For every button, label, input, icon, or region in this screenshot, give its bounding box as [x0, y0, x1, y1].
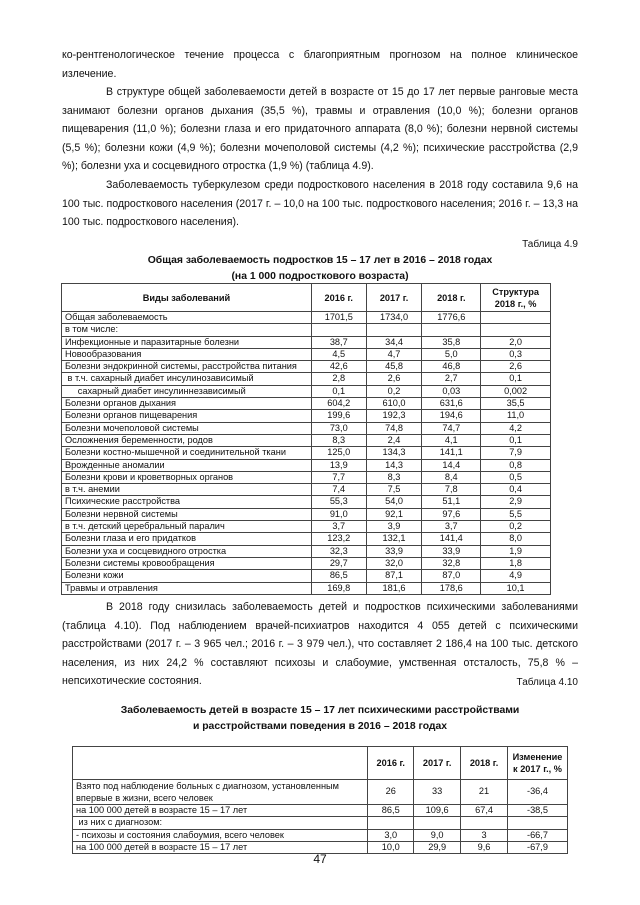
table-header-row	[73, 747, 568, 780]
table-row	[62, 434, 551, 446]
cell-value: 7,7	[311, 471, 366, 483]
table-4-9-title: Общая заболеваемость подростков 15 – 17 лет в 2016 – 2018 годах (на 1 000 подросткового возраста)	[147, 255, 493, 282]
cell-value: 1701,5	[311, 312, 366, 324]
cell-value: 10,0	[368, 841, 414, 853]
header-structure: Структура 2018 г., %	[481, 284, 551, 312]
cell-value: 141,1	[422, 447, 481, 459]
header-2018: 2018 г.	[422, 284, 481, 312]
cell-value: 4,2	[481, 422, 551, 434]
cell-value: 2,6	[481, 361, 551, 373]
row-label: Взято под наблюдение больных с диагнозом, установленным впервые в жизни, всего человек	[73, 780, 368, 805]
cell-value: 33	[414, 780, 461, 805]
table-row	[62, 570, 551, 582]
cell-value: 35,5	[481, 398, 551, 410]
cell-value: 3	[461, 829, 508, 841]
cell-value: 54,0	[366, 496, 422, 508]
row-label: в том числе:	[62, 324, 312, 336]
cell-value: 35,8	[422, 336, 481, 348]
cell-value: 5,5	[481, 508, 551, 520]
table-row	[62, 521, 551, 533]
table-row	[62, 324, 551, 336]
header-indicator	[73, 747, 368, 780]
cell-value: 169,8	[311, 582, 366, 594]
table-row	[73, 805, 568, 817]
cell-value: 7,5	[366, 484, 422, 496]
cell-value: 45,8	[366, 361, 422, 373]
row-label: в т.ч. детский церебральный паралич	[62, 521, 312, 533]
table-4-9	[61, 283, 551, 595]
cell-value: 5,0	[422, 348, 481, 360]
header-2016: 2016 г.	[368, 747, 414, 780]
cell-value: 32,0	[366, 557, 422, 569]
cell-value: 0,4	[481, 484, 551, 496]
cell-value: 2,4	[366, 434, 422, 446]
cell-value: 86,5	[311, 570, 366, 582]
row-label: на 100 000 детей в возрасте 15 – 17 лет	[73, 805, 368, 817]
header-change: Изменение к 2017 г., %	[507, 747, 567, 780]
table-4-10-label: Таблица 4.10	[516, 677, 578, 688]
cell-value	[311, 324, 366, 336]
cell-value: 86,5	[368, 805, 414, 817]
cell-value	[481, 324, 551, 336]
cell-value: 4,5	[311, 348, 366, 360]
cell-value: 8,3	[366, 471, 422, 483]
cell-value: 42,6	[311, 361, 366, 373]
cell-value: 199,6	[311, 410, 366, 422]
table-row	[62, 545, 551, 557]
cell-value: 181,6	[366, 582, 422, 594]
table-row	[62, 410, 551, 422]
table-row	[62, 508, 551, 520]
cell-value: 7,8	[422, 484, 481, 496]
cell-value	[507, 817, 567, 829]
paragraph-2: В структуре общей заболеваемости детей в возрасте от 15 до 17 лет первые ранговые места занимают болезни органов дыхания (35,5 %), травмы и отравления (10,0 %); болезни органов пищеварения (11,0 %); болезни глаза и его придаточного аппарата (8,0 %); болезни нервной системы (5,5 %); болезни кожи (4,9 %); болезни мочеполовой системы (4,2 %); психические расстройства (2,9 %); болезни уха и сосцевидного отростка (1,9 %) (таблица 4.9).	[62, 86, 578, 173]
table-4-10-title: Заболеваемость детей в возрасте 15 – 17 лет психическими расстройствами и расстройствами поведения в 2016 – 2018 годах	[120, 705, 520, 732]
cell-value: 3,7	[422, 521, 481, 533]
table-row	[62, 373, 551, 385]
cell-value: 32,3	[311, 545, 366, 557]
row-label: Осложнения беременности, родов	[62, 434, 312, 446]
row-label: Болезни мочеполовой системы	[62, 422, 312, 434]
cell-value: 141,4	[422, 533, 481, 545]
cell-value: 0,3	[481, 348, 551, 360]
table-row	[62, 557, 551, 569]
page-number: 47	[313, 852, 327, 866]
row-label: Болезни органов пищеварения	[62, 410, 312, 422]
paragraph-4: В 2018 году снизилась заболеваемость детей и подростков психическими заболеваниями (таблица 4.10). Под наблюдением врачей-психиатров находится 4 055 детей с психическими расстройствами (2017 г. – 3 965 чел.; 2016 г. – 3 979 чел.), что составляет 2 186,4 на 100 тыс. детского населения, из них 24,2 % составляют психозы и слабоумие, умственная отсталость, 75,8 % – непсихотические состояния.	[62, 601, 578, 688]
cell-value: 21	[461, 780, 508, 805]
table-row	[62, 385, 551, 397]
header-2016: 2016 г.	[311, 284, 366, 312]
cell-value: 0,5	[481, 471, 551, 483]
cell-value: 9,6	[461, 841, 508, 853]
row-label: Болезни крови и кроветворных органов	[62, 471, 312, 483]
cell-value: 55,3	[311, 496, 366, 508]
row-label: сахарный диабет инсулиннезависимый	[62, 385, 312, 397]
cell-value	[461, 817, 508, 829]
cell-value: 2,9	[481, 496, 551, 508]
cell-value: 7,9	[481, 447, 551, 459]
cell-value	[366, 324, 422, 336]
table-row	[73, 817, 568, 829]
row-label: в т.ч. анемии	[62, 484, 312, 496]
cell-value: 3,9	[366, 521, 422, 533]
cell-value: 8,3	[311, 434, 366, 446]
table-row	[62, 484, 551, 496]
row-label: Болезни системы кровообращения	[62, 557, 312, 569]
cell-value: -66,7	[507, 829, 567, 841]
cell-value: 4,9	[481, 570, 551, 582]
cell-value: 610,0	[366, 398, 422, 410]
cell-value: 29,7	[311, 557, 366, 569]
cell-value: 0,2	[481, 521, 551, 533]
table-row	[73, 780, 568, 805]
cell-value: 29,9	[414, 841, 461, 853]
cell-value: 1734,0	[366, 312, 422, 324]
row-label: Новообразования	[62, 348, 312, 360]
cell-value: 33,9	[366, 545, 422, 557]
cell-value: 0,1	[311, 385, 366, 397]
cell-value: 1,9	[481, 545, 551, 557]
cell-value: 10,1	[481, 582, 551, 594]
cell-value: 38,7	[311, 336, 366, 348]
cell-value: -38,5	[507, 805, 567, 817]
cell-value: 87,1	[366, 570, 422, 582]
header-2017: 2017 г.	[414, 747, 461, 780]
cell-value: 0,002	[481, 385, 551, 397]
cell-value: 604,2	[311, 398, 366, 410]
table-row	[62, 533, 551, 545]
cell-value: 74,8	[366, 422, 422, 434]
cell-value	[368, 817, 414, 829]
row-label: на 100 000 детей в возрасте 15 – 17 лет	[73, 841, 368, 853]
cell-value: 3,0	[368, 829, 414, 841]
cell-value: 132,1	[366, 533, 422, 545]
cell-value: 134,3	[366, 447, 422, 459]
cell-value: 0,1	[481, 373, 551, 385]
cell-value: -67,9	[507, 841, 567, 853]
table-row	[62, 447, 551, 459]
cell-value: 73,0	[311, 422, 366, 434]
row-label: Инфекционные и паразитарные болезни	[62, 336, 312, 348]
cell-value: 26	[368, 780, 414, 805]
cell-value: 125,0	[311, 447, 366, 459]
table-4-9-label: Таблица 4.9	[522, 239, 578, 250]
cell-value: 67,4	[461, 805, 508, 817]
cell-value: 14,4	[422, 459, 481, 471]
cell-value: 4,7	[366, 348, 422, 360]
row-label: из них с диагнозом:	[73, 817, 368, 829]
cell-value: 2,8	[311, 373, 366, 385]
cell-value: 9,0	[414, 829, 461, 841]
table-row	[62, 471, 551, 483]
row-label: Болезни уха и сосцевидного отростка	[62, 545, 312, 557]
cell-value: 74,7	[422, 422, 481, 434]
table-row	[62, 582, 551, 594]
table-row	[62, 459, 551, 471]
table-header-row	[62, 284, 551, 312]
cell-value: 1,8	[481, 557, 551, 569]
paragraph-3: Заболеваемость туберкулезом среди подросткового населения в 2018 году составила 9,6 на 100 тыс. подросткового населения (2017 г. – 10,0 на 100 тыс. подросткового населения; 2016 г. – 13,3 на 100 тыс. подросткового населения).	[62, 179, 578, 229]
row-label: Болезни костно-мышечной и соединительной ткани	[62, 447, 312, 459]
table-row	[62, 422, 551, 434]
cell-value: 0,03	[422, 385, 481, 397]
cell-value: 8,0	[481, 533, 551, 545]
cell-value: 92,1	[366, 508, 422, 520]
cell-value: 51,1	[422, 496, 481, 508]
header-2017: 2017 г.	[366, 284, 422, 312]
cell-value: 7,4	[311, 484, 366, 496]
row-label: Травмы и отравления	[62, 582, 312, 594]
row-label: Болезни органов дыхания	[62, 398, 312, 410]
table-4-10	[72, 746, 568, 854]
row-label: Болезни глаза и его придатков	[62, 533, 312, 545]
table-row	[62, 496, 551, 508]
cell-value: 194,6	[422, 410, 481, 422]
cell-value: 4,1	[422, 434, 481, 446]
cell-value: 91,0	[311, 508, 366, 520]
cell-value: 109,6	[414, 805, 461, 817]
row-label: в т.ч. сахарный диабет инсулинозависимый	[62, 373, 312, 385]
cell-value	[422, 324, 481, 336]
cell-value	[414, 817, 461, 829]
cell-value: 123,2	[311, 533, 366, 545]
table-row	[62, 336, 551, 348]
row-label: Врожденные аномалии	[62, 459, 312, 471]
cell-value: -36,4	[507, 780, 567, 805]
row-label: - психозы и состояния слабоумия, всего человек	[73, 829, 368, 841]
cell-value: 2,7	[422, 373, 481, 385]
cell-value: 3,7	[311, 521, 366, 533]
cell-value: 34,4	[366, 336, 422, 348]
cell-value: 0,2	[366, 385, 422, 397]
row-label: Общая заболеваемость	[62, 312, 312, 324]
header-2018: 2018 г.	[461, 747, 508, 780]
cell-value: 11,0	[481, 410, 551, 422]
cell-value: 14,3	[366, 459, 422, 471]
cell-value: 32,8	[422, 557, 481, 569]
cell-value: 97,6	[422, 508, 481, 520]
table-row	[73, 829, 568, 841]
header-disease-type: Виды заболеваний	[62, 284, 312, 312]
cell-value: 46,8	[422, 361, 481, 373]
row-label: Болезни нервной системы	[62, 508, 312, 520]
cell-value: 2,6	[366, 373, 422, 385]
cell-value: 8,4	[422, 471, 481, 483]
paragraph-1: ко-рентгенологическое течение процесса с благоприятным прогнозом на полное клиническое излечение.	[62, 49, 578, 80]
cell-value: 87,0	[422, 570, 481, 582]
row-label: Психические расстройства	[62, 496, 312, 508]
cell-value: 1776,6	[422, 312, 481, 324]
cell-value: 13,9	[311, 459, 366, 471]
table-row	[62, 361, 551, 373]
table-row	[62, 312, 551, 324]
cell-value: 0,8	[481, 459, 551, 471]
cell-value	[481, 312, 551, 324]
cell-value: 2,0	[481, 336, 551, 348]
cell-value: 0,1	[481, 434, 551, 446]
row-label: Болезни кожи	[62, 570, 312, 582]
row-label: Болезни эндокринной системы, расстройства питания	[62, 361, 312, 373]
cell-value: 178,6	[422, 582, 481, 594]
table-row	[62, 398, 551, 410]
table-row	[62, 348, 551, 360]
cell-value: 192,3	[366, 410, 422, 422]
cell-value: 33,9	[422, 545, 481, 557]
cell-value: 631,6	[422, 398, 481, 410]
